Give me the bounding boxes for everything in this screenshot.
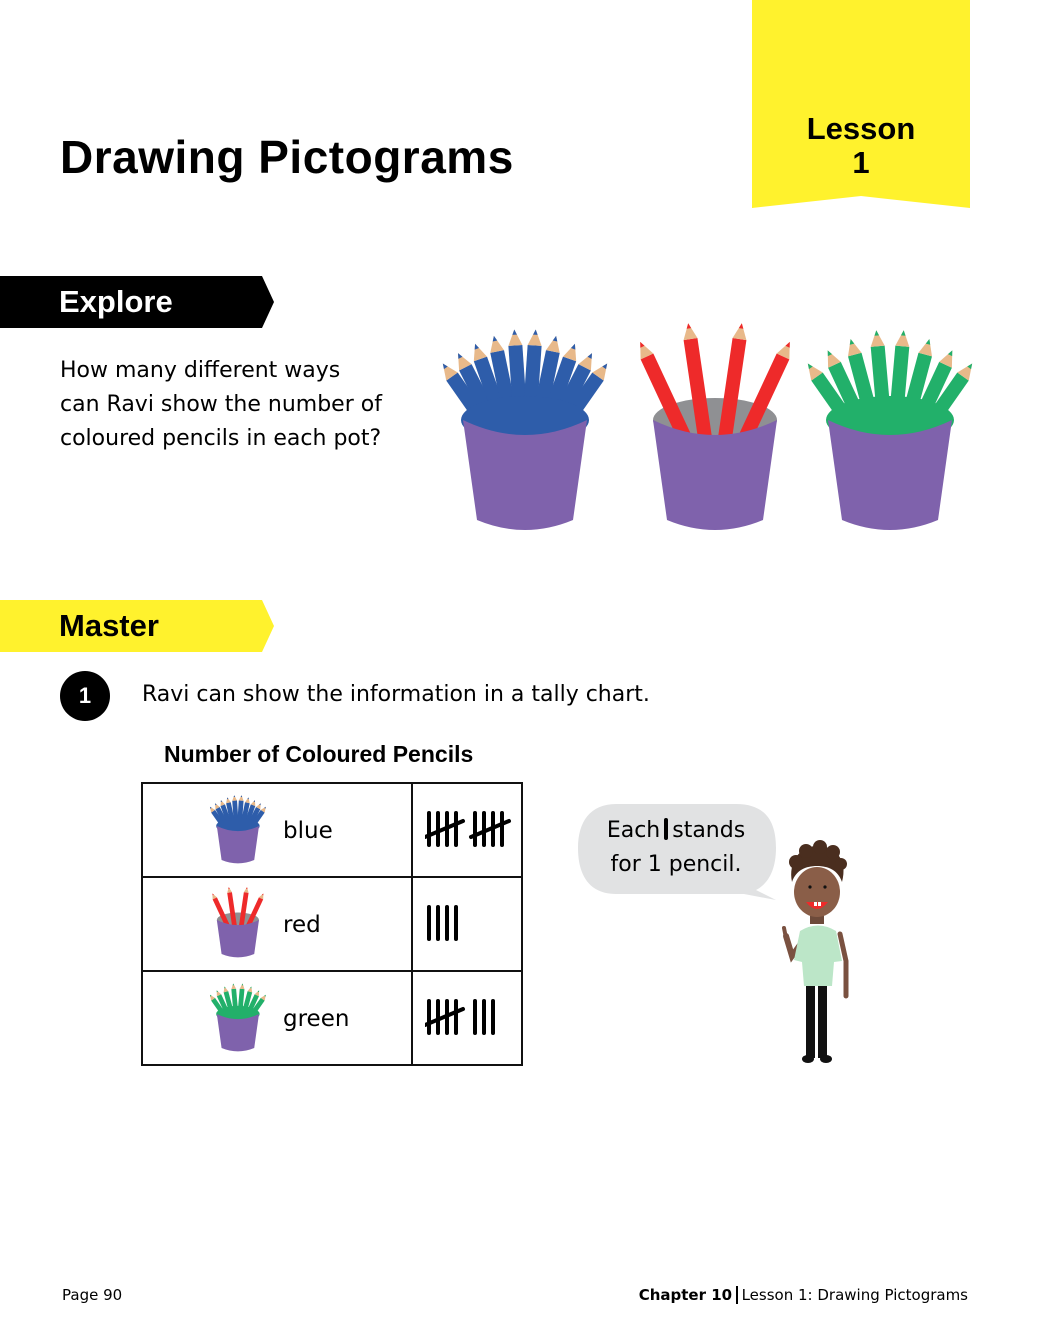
pencil-wood [244,887,249,893]
lesson-label [752,112,970,180]
tally-svg [425,997,525,1037]
pencil-tip [242,983,244,985]
green-pot [805,330,978,530]
master-label: Master [59,608,159,643]
pencil-tip [247,797,249,799]
mini-pot-svg [209,980,269,1060]
bubble-word: stands [672,818,746,843]
explore-question [60,354,382,456]
page-number: Page 90 [62,1286,123,1304]
category-label: red [283,912,321,938]
tally-cell [412,971,522,1065]
pencil-wood [225,797,231,803]
blue-pot [440,329,613,530]
question-text: Ravi can show the information in a tally chart. [142,682,650,707]
pencil-tip [228,887,230,889]
lesson-flag [752,0,970,210]
lesson-ref: Lesson 1: Drawing Pictograms [741,1286,968,1304]
tally-svg [425,809,525,849]
speech-bubble [576,802,776,894]
tally-mark-icon [664,818,668,840]
pencil-wood [681,322,697,340]
pencil-wood [546,334,563,353]
pencil-tip [246,887,248,889]
footer-chapter-ref [639,1286,968,1304]
pot-red [630,320,805,550]
explore-section-header [0,276,275,328]
pot-body [828,420,952,530]
question-line: can Ravi show the number of [60,392,382,417]
ravi-character [770,836,860,1070]
bubble-word: Each [606,818,661,843]
mini-pot-svg [209,886,269,966]
pencil-wood [226,887,231,893]
pencil-tip [241,795,243,797]
boy-illustration-icon [770,836,860,1066]
pencil-wood [733,322,749,340]
speech-bubble-text [576,814,776,882]
tally-chart [141,782,523,1066]
red-pot [634,322,796,530]
tally-marks [425,809,525,853]
pencil-tip [227,797,229,799]
tally-marks [425,903,525,947]
question-line: coloured pencils in each pot? [60,426,382,451]
page-title: Drawing Pictograms [60,131,514,183]
red-pot [210,887,265,958]
question-number-badge: 1 [60,671,110,721]
table-row [142,971,522,1065]
pencil-tip [233,795,235,797]
chapter-label: Chapter 10 [638,1286,733,1304]
blue-pot-icon [209,792,269,876]
pencil-pots-illustration [440,320,980,550]
master-section-header [0,600,275,652]
green-pot [209,983,268,1051]
category-cell [142,877,412,971]
table-row [142,783,522,877]
pencil-tip [492,335,498,341]
category-cell [142,971,412,1065]
category-cell [142,783,412,877]
lesson-word: Lesson [806,111,916,146]
pencil-tip [232,983,234,985]
red-pot-icon [209,886,269,970]
category-label: blue [283,818,333,844]
tally-marks [425,997,525,1041]
pot-body [653,420,777,530]
bubble-line: for 1 pencil. [610,852,742,877]
category-label: green [283,1006,350,1032]
tally-cell [412,783,522,877]
table-row [142,877,522,971]
pot-green [805,320,980,550]
pencil-wood [487,334,504,353]
green-pot-icon [209,980,269,1064]
pot-body [217,920,259,957]
mini-pot-svg [209,792,269,872]
pot-body [217,1014,259,1051]
pencil-tip [686,323,691,329]
pencil-tip [901,330,906,336]
pencil-tip [874,330,879,336]
pencil-tip [739,323,744,329]
lesson-number: 1 [852,145,870,180]
pot-body [217,826,259,863]
pencil-wood [245,797,251,803]
question-line: How many different ways [60,358,341,383]
tally-svg [425,903,525,943]
footer-divider [736,1286,738,1304]
tally-table-title: Number of Coloured Pencils [164,741,474,767]
pencil-tip [553,335,559,341]
blue-pot [209,795,268,863]
tally-cell [412,877,522,971]
pot-blue [440,320,615,550]
pencil-tip [533,329,538,335]
pot-body [463,420,587,530]
pencil-tip [512,329,517,335]
explore-label: Explore [59,284,173,319]
